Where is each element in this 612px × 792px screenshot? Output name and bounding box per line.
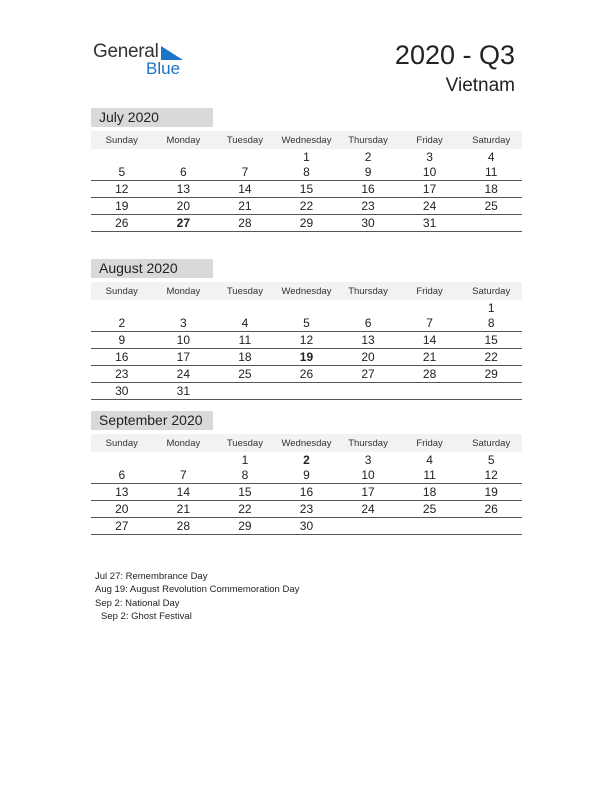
day-cell: 25 <box>460 198 522 215</box>
day-cell: 3 <box>153 315 215 332</box>
day-cell: 11 <box>460 164 522 181</box>
weekday-header: Sunday <box>91 131 153 149</box>
day-cell: 7 <box>399 315 461 332</box>
day-cell: 24 <box>153 366 215 383</box>
empty-day-cell <box>91 149 153 164</box>
empty-day-cell <box>91 452 153 467</box>
empty-day-cell <box>276 383 338 400</box>
day-cell: 15 <box>460 332 522 349</box>
empty-day-cell <box>214 149 276 164</box>
weekday-header: Saturday <box>460 434 522 452</box>
week-row <box>91 383 522 400</box>
day-cell: 1 <box>241 452 249 467</box>
day-cell: 29 <box>276 215 338 232</box>
day-cell: 17 <box>153 349 215 366</box>
day-cell: 18 <box>460 181 522 198</box>
day-cell: 18 <box>399 484 461 501</box>
day-cell: 22 <box>276 198 338 215</box>
empty-day-cell <box>276 300 338 315</box>
weekday-header: Friday <box>399 282 461 300</box>
generalblue-logo <box>93 41 193 81</box>
weekday-header: Tuesday <box>214 434 276 452</box>
day-cell: 24 <box>399 198 461 215</box>
day-cell: 3 <box>426 149 433 164</box>
day-cell: 4 <box>487 149 495 164</box>
day-cell: 21 <box>214 198 276 215</box>
holiday-note: Sep 2: National Day <box>95 597 180 609</box>
day-cell: 25 <box>214 366 276 383</box>
week-row <box>91 366 522 383</box>
weekday-header: Thursday <box>337 282 399 300</box>
day-cell: 24 <box>337 501 399 518</box>
day-cell: 28 <box>153 518 215 535</box>
day-cell: 11 <box>399 467 461 484</box>
logo-triangle-icon <box>161 44 183 60</box>
day-cell: 6 <box>153 164 215 181</box>
day-cell: 21 <box>399 349 461 366</box>
day-cell: 14 <box>214 181 276 198</box>
day-cell: 28 <box>399 366 461 383</box>
day-cell: 8 <box>214 467 276 484</box>
day-cell: 5 <box>276 315 338 332</box>
day-cell: 2 <box>91 315 153 332</box>
day-cell: 19 <box>460 484 522 501</box>
week-row <box>91 484 522 501</box>
day-cell: 23 <box>276 501 338 518</box>
day-cell: 31 <box>399 215 461 232</box>
holiday-day-cell: 2 <box>303 452 310 467</box>
day-cell: 14 <box>153 484 215 501</box>
day-cell: 16 <box>276 484 338 501</box>
week-row <box>91 164 522 181</box>
day-cell: 12 <box>91 181 153 198</box>
weekday-header-row <box>91 434 522 452</box>
day-cell: 9 <box>337 164 399 181</box>
day-cell: 22 <box>214 501 276 518</box>
day-cell: 31 <box>153 383 215 400</box>
day-cell: 12 <box>276 332 338 349</box>
day-cell: 8 <box>276 164 338 181</box>
week-row <box>91 300 522 315</box>
day-cell: 9 <box>276 467 338 484</box>
empty-day-cell <box>337 300 399 315</box>
week-row <box>91 181 522 198</box>
week-row <box>91 349 522 366</box>
day-cell: 13 <box>153 181 215 198</box>
day-cell: 7 <box>214 164 276 181</box>
day-cell: 6 <box>337 315 399 332</box>
day-cell: 29 <box>214 518 276 535</box>
week-row <box>91 149 522 164</box>
month-september <box>91 411 522 535</box>
weekday-header: Monday <box>153 282 215 300</box>
logo-text-blue: Blue <box>146 59 181 78</box>
month-label: August 2020 <box>91 259 213 278</box>
empty-day-cell <box>337 518 399 535</box>
weekday-header: Saturday <box>460 131 522 149</box>
day-cell: 17 <box>399 181 461 198</box>
day-cell: 17 <box>337 484 399 501</box>
empty-day-cell <box>460 518 522 535</box>
day-cell: 22 <box>460 349 522 366</box>
empty-day-cell <box>399 518 461 535</box>
country-name: Vietnam <box>445 75 515 96</box>
day-cell: 27 <box>337 366 399 383</box>
day-cell: 23 <box>91 366 153 383</box>
month-calendar-grid <box>91 131 522 232</box>
month-july <box>91 108 522 232</box>
week-row <box>91 198 522 215</box>
day-cell: 20 <box>91 501 153 518</box>
holiday-notes <box>95 570 299 623</box>
weekday-header: Monday <box>153 131 215 149</box>
empty-day-cell <box>399 300 461 315</box>
month-calendar-grid <box>91 434 522 535</box>
day-cell: 10 <box>153 332 215 349</box>
empty-day-cell <box>214 300 276 315</box>
holiday-note: Aug 19: August Revolution Commemoration Day <box>95 584 300 596</box>
holiday-day-cell: 27 <box>153 215 215 232</box>
weekday-header: Sunday <box>91 282 153 300</box>
weekday-header: Saturday <box>460 282 522 300</box>
day-cell: 12 <box>460 467 522 484</box>
holiday-day-cell: 19 <box>276 349 338 366</box>
day-cell: 1 <box>303 149 310 164</box>
weekday-header-row <box>91 282 522 300</box>
holiday-note: Sep 2: Ghost Festival <box>101 610 192 622</box>
weekday-header: Friday <box>399 131 461 149</box>
day-cell: 16 <box>91 349 153 366</box>
weekday-header: Tuesday <box>214 282 276 300</box>
day-cell: 21 <box>153 501 215 518</box>
day-cell: 23 <box>337 198 399 215</box>
weekday-header: Tuesday <box>214 131 276 149</box>
weekday-header: Monday <box>153 434 215 452</box>
day-cell: 27 <box>91 518 153 535</box>
empty-day-cell <box>460 215 522 232</box>
weekday-header: Wednesday <box>276 434 338 452</box>
day-cell: 14 <box>399 332 461 349</box>
empty-day-cell <box>399 383 461 400</box>
weekday-header: Friday <box>399 434 461 452</box>
weekday-header: Wednesday <box>276 131 338 149</box>
day-cell: 11 <box>214 332 276 349</box>
day-cell: 30 <box>276 518 338 535</box>
day-cell: 25 <box>399 501 461 518</box>
weekday-header-row <box>91 131 522 149</box>
day-cell: 20 <box>153 198 215 215</box>
day-cell: 3 <box>364 452 372 467</box>
empty-day-cell <box>153 300 215 315</box>
week-row <box>91 332 522 349</box>
day-cell: 1 <box>487 300 495 315</box>
week-row <box>91 452 522 467</box>
week-row <box>91 518 522 535</box>
day-cell: 26 <box>276 366 338 383</box>
day-cell: 30 <box>337 215 399 232</box>
day-cell: 9 <box>91 332 153 349</box>
day-cell: 29 <box>460 366 522 383</box>
empty-day-cell <box>153 149 215 164</box>
month-label: July 2020 <box>91 108 213 127</box>
logo-text-general: General <box>93 41 159 62</box>
empty-day-cell <box>214 383 276 400</box>
day-cell: 6 <box>91 467 153 484</box>
holiday-note: Jul 27: Remembrance Day <box>95 571 208 582</box>
empty-day-cell <box>153 452 215 467</box>
empty-day-cell <box>460 383 522 400</box>
weekday-header: Thursday <box>337 131 399 149</box>
day-cell: 4 <box>214 315 276 332</box>
weekday-header: Thursday <box>337 434 399 452</box>
day-cell: 26 <box>460 501 522 518</box>
day-cell: 7 <box>153 467 215 484</box>
day-cell: 28 <box>214 215 276 232</box>
week-row <box>91 467 522 484</box>
day-cell: 13 <box>337 332 399 349</box>
day-cell: 19 <box>91 198 153 215</box>
day-cell: 10 <box>337 467 399 484</box>
week-row <box>91 315 522 332</box>
day-cell: 15 <box>276 181 338 198</box>
quarter-title: 2020 - Q3 <box>394 40 515 70</box>
day-cell: 5 <box>91 164 153 181</box>
day-cell: 18 <box>214 349 276 366</box>
day-cell: 10 <box>399 164 461 181</box>
day-cell: 30 <box>91 383 153 400</box>
day-cell: 16 <box>337 181 399 198</box>
weekday-header: Sunday <box>91 434 153 452</box>
day-cell: 15 <box>214 484 276 501</box>
empty-day-cell <box>337 383 399 400</box>
week-row <box>91 501 522 518</box>
weekday-header: Wednesday <box>276 282 338 300</box>
day-cell: 2 <box>364 149 372 164</box>
day-cell: 13 <box>91 484 153 501</box>
day-cell: 26 <box>91 215 153 232</box>
month-august <box>91 259 522 400</box>
month-label: September 2020 <box>91 411 213 430</box>
day-cell: 4 <box>426 452 433 467</box>
month-calendar-grid <box>91 282 522 400</box>
day-cell: 20 <box>337 349 399 366</box>
empty-day-cell <box>91 300 153 315</box>
day-cell: 8 <box>460 315 522 332</box>
week-row <box>91 215 522 232</box>
day-cell: 5 <box>487 452 495 467</box>
